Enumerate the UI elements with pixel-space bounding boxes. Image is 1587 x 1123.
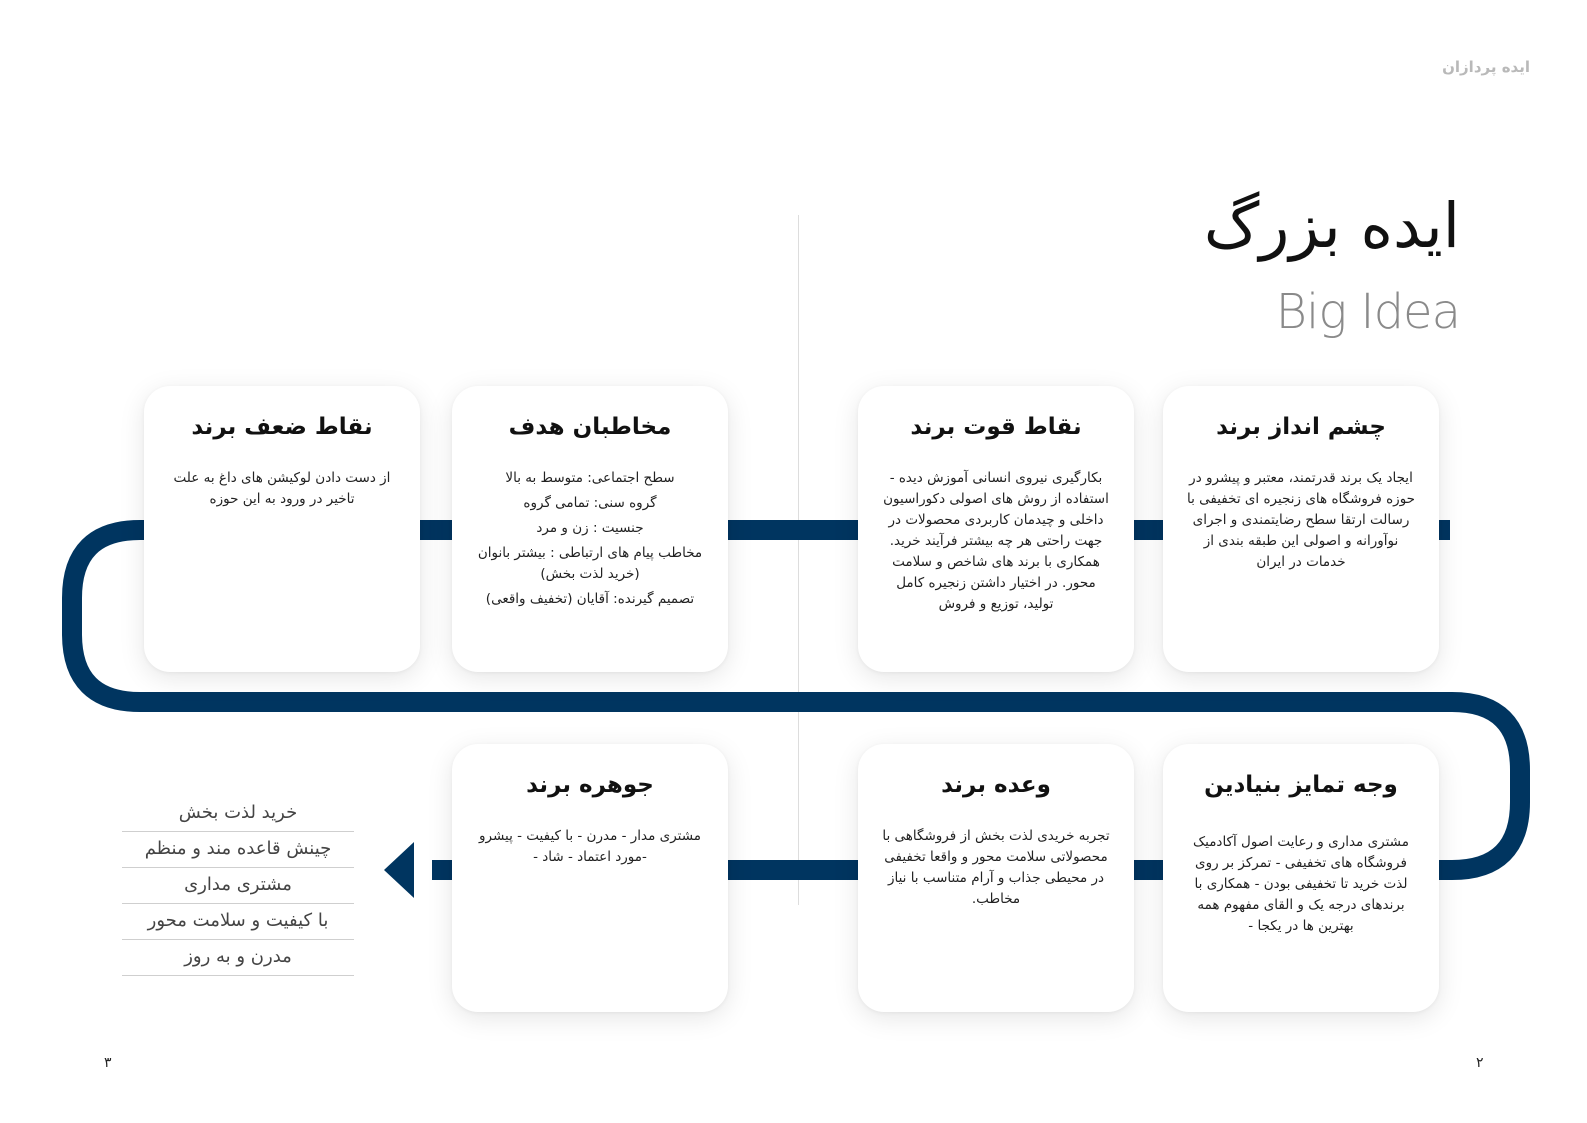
card-text: تجربه خریدی لذت بخش از فروشگاهی با محصولاتی سلامت محور و واقعا تخفیفی در محیطی جذاب و آرام متناسب با نیاز مخاطب. — [882, 828, 1110, 907]
keyword-item: مدرن و به روز — [122, 940, 354, 976]
card-brand-promise — [858, 744, 1134, 1012]
card-brand-weaknesses — [144, 386, 420, 672]
brand-logo: ایده پردازان — [1442, 58, 1530, 76]
card-text: جنسیت : زن و مرد — [536, 520, 644, 536]
keyword-item: با کیفیت و سلامت محور — [122, 904, 354, 940]
card-text: بکارگیری نیروی انسانی آموزش دیده - استفاده از روش های اصولی دکوراسیون داخلی و چیدمان کاربردی محصولات در جهت راحتی هر چه بیشتر فرآیند خرید. همکاری با برند های شاخص و سلامت محور. در اختیار داشتن زنجیره کامل تولید، توزیع و فروش — [883, 470, 1109, 612]
page-subtitle: Big Idea — [1275, 284, 1460, 340]
card-text: گروه سنی: تمامی گروه — [523, 495, 657, 511]
page-number-left: ۳ — [104, 1055, 112, 1071]
page-title: ایده بزرگ — [1203, 189, 1460, 262]
keyword-item: خرید لذت بخش — [122, 796, 354, 832]
card-text: از دست دادن لوکیشن های داغ به علت تاخیر در ورود به این حوزه — [173, 470, 391, 507]
card-text: مخاطب پیام های ارتباطی : بیشتر بانوان (خرید لذت بخش) — [477, 545, 703, 582]
card-text: مشتری مداری و رعایت اصول آکادمیک فروشگاه های تخفیفی - تمرکز بر روی لذت خرید تا تخفیفی بودن - همکاری با برندهای درجه یک و القای مفهوم همه بهترین ها در یکجا - — [1193, 834, 1409, 934]
keyword-item: چینش قاعده مند و منظم — [122, 832, 354, 868]
keyword-list — [122, 796, 354, 976]
card-differentiation — [1163, 744, 1439, 1012]
card-text: تصمیم گیرنده: آقایان (تخفیف واقعی) — [485, 591, 695, 607]
card-title: وعده برند — [941, 772, 1051, 798]
card-brand-strengths — [858, 386, 1134, 672]
card-target-audience — [452, 386, 728, 672]
page-number-right: ۲ — [1476, 1055, 1484, 1071]
card-title: چشم انداز برند — [1216, 414, 1386, 440]
card-title: نقاط قوت برند — [910, 414, 1082, 440]
card-title: مخاطبان هدف — [508, 414, 672, 440]
card-text: مشتری مدار - مدرن - با کیفیت - پیشرو -مورد اعتماد - شاد - — [478, 828, 702, 865]
card-title: نقاط ضعف برند — [191, 414, 373, 440]
keyword-item: مشتری مداری — [122, 868, 354, 904]
card-text: ایجاد یک برند قدرتمند، معتبر و پیشرو در حوزه فروشگاه های زنجیره ای تخفیفی با رسالت ارتقا سطح رضایتمندی و اجرای نوآورانه و اصولی این طبقه بندی از خدمات در ایران — [1186, 470, 1416, 570]
card-title: وجه تمایز بنیادین — [1204, 772, 1398, 798]
card-text: سطح اجتماعی: متوسط به بالا — [505, 470, 675, 486]
card-brand-essence — [452, 744, 728, 1012]
card-title: جوهره برند — [526, 772, 654, 798]
arrow-head-icon — [384, 842, 414, 898]
card-brand-vision — [1163, 386, 1439, 672]
